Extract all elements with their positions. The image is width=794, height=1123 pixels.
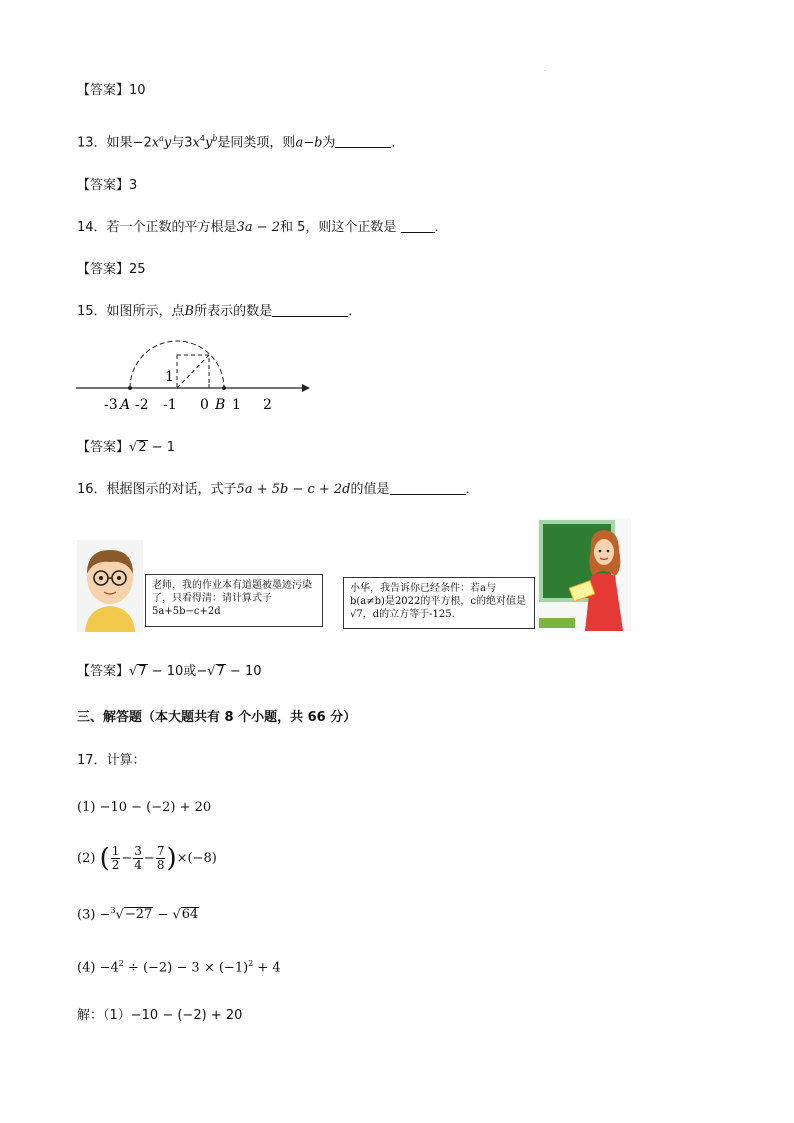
fraction-2 [133,845,143,872]
q17-part4-exp2: 2 [248,959,254,968]
q13-number: 13．如果 [77,135,133,151]
q13-t2-coef: 3 [184,135,193,151]
tick-label-neg1: -1 [163,397,177,413]
question-13 [77,130,404,152]
cube-root-index: 3 [110,906,116,915]
q15-text2: 所表示的数是 [194,304,273,319]
q15-answer-rest: − 1 [147,440,176,455]
student-eye-left [99,576,103,580]
axis-arrow-icon [302,384,310,392]
q12-answer-line [77,82,146,100]
fraction-3-num: 7 [156,844,165,858]
q13-text2: 是同类项，则 [217,135,296,151]
tick-label-neg2: -2 [135,397,149,413]
q16-blank[interactable] [390,481,466,495]
q17-solution: 解：（1）−10 − (−2) + 20 [77,1008,243,1023]
q13-t2-x-exp: 4 [199,134,205,143]
answer-label: 【答案】 [77,262,130,277]
q13-expr: a−b [295,135,323,151]
q12-answer: 10 [129,83,146,98]
q15-end: ． [348,304,362,319]
q17-part3-label: (3) − [77,907,111,923]
point-a [128,386,132,390]
q17-part3: (3) −$^3$√−27 − √64 [77,906,199,923]
left-paren: ( [99,843,110,874]
q13-t2-y: y [204,135,213,151]
right-paren: ) [166,843,177,874]
q16-answer-neg: − [196,664,208,679]
q16-answer-rest1: − 10 [147,664,184,679]
fraction-2-num: 3 [134,844,142,858]
fraction-2-den: 4 [134,858,142,872]
tick-label-1: 1 [232,397,241,413]
q17-part2: (2) ( $\frac{1}{2}$ − $\frac{3}{4}$ − $\frac{7}{8}$ )×(−8) [77,843,217,874]
tick-label-a: A [120,397,131,413]
answer-label: 【答案】 [77,178,130,193]
q13-t1-x-exp: a [159,134,164,143]
q14-expr: 3a − 2 [236,220,280,235]
number-line-figure [74,338,324,418]
teacher-illustration [537,518,631,631]
q16-answer-radicand2: 7 [216,664,225,679]
desk-books [539,618,575,628]
q16-answer-rest2: − 10 [225,664,262,679]
q16-answer-line: 【答案】√7 − 10或−√7 − 10 [77,664,262,679]
q17-part3-radicand1: −27 [124,907,153,923]
q17-title: 17．计算： [77,753,146,768]
section-3-heading: 三、解答题（本大题共有 8 个小题，共 66 分） [77,710,357,725]
q16-expr: 5a + 5b − c + 2d [236,482,351,497]
answer-label: 【答案】 [77,83,130,98]
q15-point: B [184,304,195,319]
q17-part2-tail: ×(−8) [176,851,217,866]
dashed-diagonal [177,355,209,388]
q13-mid: 与 [171,135,185,151]
q17-part4-start: (4) −4 [77,960,119,976]
q16-end: ． [465,482,479,497]
question-16 [77,481,479,499]
q17-part3-mid: − [153,907,173,923]
q14-blank[interactable] [401,219,435,233]
q13-answer: 3 [129,178,138,193]
q13-blank[interactable] [335,134,391,148]
square-label: 1 [165,369,174,385]
q16-answer-radicand1: 7 [138,664,147,679]
answer-label: 【答案】 [77,440,130,455]
q14-text2: 和 5，则这个正数是 [280,220,397,235]
teacher-face [594,539,614,565]
student-eye-right [117,576,121,580]
question-15 [77,303,361,321]
q13-answer-line [77,177,137,195]
q13-t2-y-exp: b [212,134,218,143]
fraction-3-den: 8 [156,858,165,872]
fraction-1-den: 2 [111,858,120,872]
q17-part4 [77,955,281,977]
fraction-1-num: 1 [111,844,120,858]
q16-answer-or: 或 [183,664,197,679]
q14-end: ． [434,220,448,235]
q17-part4-mid: ÷ (−2) − 3 × (−1) [123,960,249,976]
q14-answer: 25 [129,262,146,277]
fraction-3 [156,845,166,872]
q17-part3-radicand2: 64 [181,907,199,923]
fraction-1 [111,845,121,872]
q15-text1: 15．如图所示，点 [77,304,185,319]
q14-text1: 14．若一个正数的平方根是 [77,220,237,235]
teacher-eye-left [599,550,602,553]
teacher-eye-right [607,550,610,553]
tick-label-0: 0 [200,397,209,413]
teacher-speech-bubble: 小华，我告诉你已经条件：若a与b(a≠b)是2022的平方根，c的绝对值是√7，d的立方等于-125. [343,577,535,629]
tick-label-2: 2 [263,397,272,413]
corner-mark: . [544,66,546,73]
q13-end: ． [391,135,405,151]
q16-text2: 的值是 [350,482,390,497]
q17-part4-tail: + 4 [253,960,281,976]
tick-label-neg3: -3 [104,397,118,413]
tick-label-b: B [215,397,226,413]
q14-answer-line [77,261,146,279]
question-14 [77,219,448,237]
q17-part1: (1) −10 − (−2) + 20 [77,800,212,815]
q17-part2-label: (2) [77,851,96,866]
student-illustration [77,540,143,632]
q15-blank[interactable] [272,303,348,317]
q16-text1: 16．根据图示的对话，式子 [77,482,237,497]
q13-t2-x: x [192,135,200,151]
answer-label: 【答案】 [77,664,130,679]
q15-answer-line: 【答案】√2 − 1 [77,440,176,455]
q13-t1-coef: −2 [132,135,152,151]
point-b [222,386,226,390]
q15-answer-radicand: 2 [138,440,147,455]
student-speech-bubble: 老师，我的作业本有道题被墨迹污染了，只看得清：请计算式子5a+5b−c+2d [145,574,323,627]
q17-part4-exp: 2 [118,959,124,968]
q13-t1-x: x [151,135,160,151]
q13-t1-y: y [163,135,172,151]
q13-text3: 为 [322,135,336,151]
